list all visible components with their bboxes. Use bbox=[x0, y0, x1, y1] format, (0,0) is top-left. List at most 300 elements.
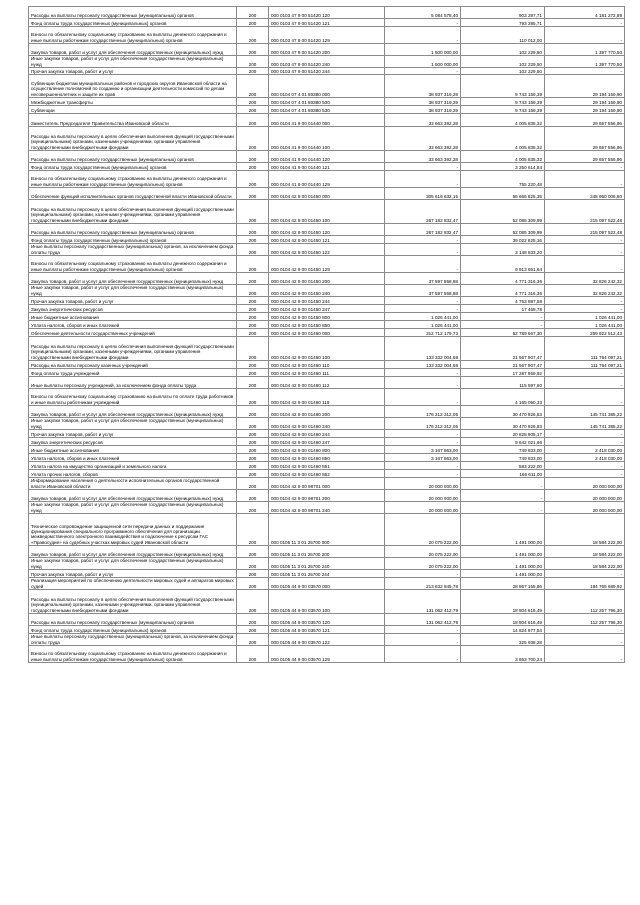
row-unexecuted-cell: 1 397 770,50 bbox=[545, 56, 625, 68]
table-row bbox=[29, 106, 625, 114]
table-row bbox=[29, 321, 625, 329]
row-name-cell: Закупка товаров, работ и услуг для обеспечения государственных (муниципальных) нужд bbox=[29, 406, 237, 418]
row-approved-cell: 38 937 319,29 bbox=[385, 98, 461, 106]
row-classification-cell: 000 0104 42 9 00 01460 110 bbox=[269, 361, 385, 369]
row-approved-cell: 20 000 000,00 bbox=[385, 478, 461, 490]
table-row bbox=[29, 389, 625, 406]
row-unexecuted-cell: - bbox=[545, 646, 625, 663]
row-unexecuted-cell: 111 764 097,21 bbox=[545, 361, 625, 369]
row-unexecuted-cell: - bbox=[545, 244, 625, 256]
row-executed-cell: 30 470 926,83 bbox=[461, 418, 545, 430]
row-unexecuted-cell: 29 657 556,96 bbox=[545, 114, 625, 127]
table-row bbox=[29, 313, 625, 321]
row-code-cell: 200 bbox=[237, 329, 269, 337]
row-executed-cell: 115 597,60 bbox=[461, 377, 545, 389]
row-name-cell: Фонд оплаты труда государственных (муниципальных) органов bbox=[29, 19, 237, 27]
row-code-cell: 200 bbox=[237, 590, 269, 614]
row-approved-cell: - bbox=[385, 171, 461, 188]
row-unexecuted-cell: - bbox=[545, 462, 625, 470]
row-approved-cell: 176 212 312,05 bbox=[385, 418, 461, 430]
row-executed-cell: 28 867 155,86 bbox=[461, 578, 545, 590]
row-classification-cell: 000 0104 07 4 01 80380 530 bbox=[269, 106, 385, 114]
row-executed-cell: 110 012,00 bbox=[461, 27, 545, 44]
row-executed-cell: - bbox=[461, 502, 545, 514]
row-unexecuted-cell: - bbox=[545, 305, 625, 313]
row-name-cell: Прочая закупка товаров, работ и услуг bbox=[29, 570, 237, 578]
table-row bbox=[29, 44, 625, 56]
row-unexecuted-cell: 145 741 385,22 bbox=[545, 406, 625, 418]
row-approved-cell: 20 000 000,00 bbox=[385, 490, 461, 502]
row-approved-cell: 131 062 412,79 bbox=[385, 614, 461, 626]
row-approved-cell: 38 937 319,29 bbox=[385, 106, 461, 114]
row-classification-cell: 000 0104 41 9 00 01440 000 bbox=[269, 114, 385, 127]
row-executed-cell: 755 220,48 bbox=[461, 171, 545, 188]
row-approved-cell: - bbox=[385, 377, 461, 389]
row-name-cell: Субвенции бюджетам муниципальных районов и городских округов Ивановской области на осуществление полномочий по созданию и организации деятельности комиссий по делам несовершеннолетних и защите их прав bbox=[29, 75, 237, 98]
row-executed-cell: 4 005 835,32 bbox=[461, 151, 545, 163]
row-code-cell: 200 bbox=[237, 256, 269, 273]
row-approved-cell: 267 182 832,47 bbox=[385, 200, 461, 224]
row-classification-cell: 000 0103 47 9 00 51420 244 bbox=[269, 68, 385, 75]
row-classification-cell: 000 0105 11 3 01 25700 244 bbox=[269, 570, 385, 578]
row-code-cell: 200 bbox=[237, 224, 269, 236]
table-row bbox=[29, 646, 625, 663]
row-executed-cell: 3 148 833,20 bbox=[461, 244, 545, 256]
table-row bbox=[29, 462, 625, 470]
row-code-cell: 200 bbox=[237, 244, 269, 256]
row-unexecuted-cell: 29 194 159,90 bbox=[545, 106, 625, 114]
row-code-cell: 200 bbox=[237, 406, 269, 418]
row-approved-cell: 305 616 632,15 bbox=[385, 188, 461, 200]
table-row bbox=[29, 285, 625, 297]
row-unexecuted-cell: 20 000 000,00 bbox=[545, 478, 625, 490]
row-unexecuted-cell: - bbox=[545, 626, 625, 634]
row-approved-cell: - bbox=[385, 389, 461, 406]
table-row bbox=[29, 369, 625, 377]
row-executed-cell: 17 287 959,92 bbox=[461, 369, 545, 377]
row-code-cell: 200 bbox=[237, 546, 269, 558]
row-executed-cell: 1 491 000,00 bbox=[461, 546, 545, 558]
row-name-cell: Иные бюджетные ассигнования bbox=[29, 313, 237, 321]
row-unexecuted-cell: - bbox=[545, 68, 625, 75]
row-name-cell: Закупка товаров, работ и услуг для обеспечения государственных (муниципальных) нужд bbox=[29, 273, 237, 285]
row-executed-cell: 52 085 309,99 bbox=[461, 200, 545, 224]
row-approved-cell: 33 663 392,28 bbox=[385, 114, 461, 127]
row-name-cell: Уплата прочих налогов, сборов bbox=[29, 470, 237, 478]
row-classification-cell: 000 0104 41 9 00 01440 129 bbox=[269, 171, 385, 188]
row-executed-cell: 3 250 614,84 bbox=[461, 163, 545, 171]
row-executed-cell: 325 938,28 bbox=[461, 634, 545, 646]
row-classification-cell: 000 0104 42 9 00 01450 247 bbox=[269, 305, 385, 313]
row-approved-cell: 131 062 412,79 bbox=[385, 590, 461, 614]
row-executed-cell: 18 804 616,49 bbox=[461, 590, 545, 614]
row-name-cell: Расходы на выплаты персоналу в целях обеспечения выполнения функций государственными (муниципальными) органами, казенными учреждениями, органами управления государственными внебюджетными фондами bbox=[29, 200, 237, 224]
row-name-cell: Иные выплаты персоналу государственных (муниципальных) органов, за исключением фонда оплаты труда bbox=[29, 244, 237, 256]
row-classification-cell: 000 0104 42 9 00 01450 129 bbox=[269, 256, 385, 273]
row-name-cell: Техническое сопровождение защищенной сети передачи данных и поддержание функционирования специального программного обеспечения для организации межведомственного электронного взаимодействия и подключение к ресурсам ГАС «Правосудие» на судебных участках мировых судей Ивановской области bbox=[29, 514, 237, 546]
row-classification-cell: 000 0104 42 9 00 01460 800 bbox=[269, 446, 385, 454]
row-classification-cell: 000 0104 41 9 00 01440 100 bbox=[269, 127, 385, 151]
table-row bbox=[29, 578, 625, 590]
row-unexecuted-cell: 111 764 097,21 bbox=[545, 337, 625, 361]
row-unexecuted-cell: 259 922 512,43 bbox=[545, 329, 625, 337]
table-row bbox=[29, 56, 625, 68]
row-classification-cell: 000 0104 42 9 00 01450 244 bbox=[269, 297, 385, 305]
row-code-cell: 200 bbox=[237, 305, 269, 313]
row-approved-cell: - bbox=[385, 462, 461, 470]
row-name-cell: Фонд оплаты труда государственных (муниципальных) органов bbox=[29, 163, 237, 171]
row-code-cell: 200 bbox=[237, 44, 269, 56]
table-row bbox=[29, 514, 625, 546]
table-row bbox=[29, 171, 625, 188]
row-code-cell: 200 bbox=[237, 578, 269, 590]
row-executed-cell: 749 833,00 bbox=[461, 446, 545, 454]
row-unexecuted-cell: 32 826 242,32 bbox=[545, 273, 625, 285]
table-row bbox=[29, 329, 625, 337]
row-executed-cell: 9 913 651,64 bbox=[461, 256, 545, 273]
row-unexecuted-cell: - bbox=[545, 470, 625, 478]
row-name-cell: Иные закупки товаров, работ и услуг для обеспечения государственных (муниципальных) нужд bbox=[29, 285, 237, 297]
row-code-cell: 200 bbox=[237, 570, 269, 578]
row-classification-cell: 000 0104 42 9 00 01450 122 bbox=[269, 244, 385, 256]
row-classification-cell: 000 0104 42 9 00 01460 112 bbox=[269, 377, 385, 389]
row-classification-cell: 000 0104 42 9 00 01460 850 bbox=[269, 454, 385, 462]
table-row bbox=[29, 377, 625, 389]
row-code-cell: 200 bbox=[237, 389, 269, 406]
row-name-cell: Информирование населения о деятельности исполнительных органов государственной власти Ивановской области bbox=[29, 478, 237, 490]
row-approved-cell: - bbox=[385, 470, 461, 478]
row-classification-cell: 000 0104 42 9 00 01460 119 bbox=[269, 389, 385, 406]
table-row bbox=[29, 570, 625, 578]
row-name-cell: Межбюджетные трансферты bbox=[29, 98, 237, 106]
row-code-cell: 200 bbox=[237, 430, 269, 438]
row-code-cell: 200 bbox=[237, 163, 269, 171]
row-executed-cell: 9 743 159,39 bbox=[461, 98, 545, 106]
table-row bbox=[29, 478, 625, 490]
row-name-cell: Взносы по обязательному социальному страхованию на выплаты денежного содержания и иные выплаты работникам государственных (муниципальных) органов bbox=[29, 646, 237, 663]
row-name-cell: Взносы по обязательному социальному страхованию на выплаты денежного содержания и иные выплаты работникам государственных (муниципальных) органов bbox=[29, 256, 237, 273]
table-row bbox=[29, 200, 625, 224]
row-code-cell: 200 bbox=[237, 418, 269, 430]
row-name-cell: Взносы по обязательному социальному страхованию на выплаты денежного содержания и иные выплаты работникам государственных (муниципальных) органов bbox=[29, 171, 237, 188]
row-approved-cell: - bbox=[385, 68, 461, 75]
row-approved-cell: 176 212 312,05 bbox=[385, 406, 461, 418]
row-classification-cell: 000 0104 42 9 00 01450 800 bbox=[269, 313, 385, 321]
row-name-cell: Иные закупки товаров, работ и услуг для обеспечения государственных (муниципальных) нужд bbox=[29, 502, 237, 514]
row-classification-cell: 000 0104 42 9 00 01460 240 bbox=[269, 418, 385, 430]
row-approved-cell: 1 026 441,00 bbox=[385, 321, 461, 329]
row-executed-cell: 21 567 907,47 bbox=[461, 337, 545, 361]
row-code-cell: 200 bbox=[237, 200, 269, 224]
table-row bbox=[29, 68, 625, 75]
row-approved-cell: 5 084 578,40 bbox=[385, 7, 461, 19]
row-unexecuted-cell: - bbox=[545, 430, 625, 438]
row-unexecuted-cell: 248 950 006,80 bbox=[545, 188, 625, 200]
row-classification-cell: 000 0104 42 9 00 01460 111 bbox=[269, 369, 385, 377]
row-classification-cell: 000 0103 47 9 00 51420 200 bbox=[269, 44, 385, 56]
row-code-cell: 200 bbox=[237, 626, 269, 634]
row-approved-cell: - bbox=[385, 19, 461, 27]
table-row bbox=[29, 558, 625, 570]
table-row bbox=[29, 446, 625, 454]
row-executed-cell: 102 229,50 bbox=[461, 68, 545, 75]
table-row bbox=[29, 7, 625, 19]
row-unexecuted-cell: 29 194 159,90 bbox=[545, 75, 625, 98]
row-name-cell: Реализация мероприятий по обеспечению деятельности мировых судей и аппаратов мировых судей bbox=[29, 578, 237, 590]
row-approved-cell: 3 167 863,00 bbox=[385, 446, 461, 454]
row-name-cell: Расходы на выплаты персоналу казенных учреждений bbox=[29, 361, 237, 369]
table-body bbox=[29, 7, 625, 663]
row-executed-cell: 18 804 616,49 bbox=[461, 614, 545, 626]
row-code-cell: 200 bbox=[237, 188, 269, 200]
row-classification-cell: 000 0105 44 9 00 03570 129 bbox=[269, 646, 385, 663]
row-executed-cell: 52 789 667,30 bbox=[461, 329, 545, 337]
row-executed-cell: 30 470 926,83 bbox=[461, 406, 545, 418]
row-classification-cell: 000 0104 42 9 00 01460 852 bbox=[269, 470, 385, 478]
table-row bbox=[29, 305, 625, 313]
row-unexecuted-cell: 2 418 030,00 bbox=[545, 454, 625, 462]
row-executed-cell: 1 491 000,00 bbox=[461, 514, 545, 546]
row-code-cell: 200 bbox=[237, 236, 269, 244]
row-executed-cell: 9 743 159,39 bbox=[461, 75, 545, 98]
row-approved-cell: - bbox=[385, 646, 461, 663]
row-code-cell: 200 bbox=[237, 490, 269, 502]
table-row bbox=[29, 634, 625, 646]
row-executed-cell: 793 285,71 bbox=[461, 19, 545, 27]
table-row bbox=[29, 438, 625, 446]
table-row bbox=[29, 127, 625, 151]
row-code-cell: 200 bbox=[237, 297, 269, 305]
row-code-cell: 200 bbox=[237, 438, 269, 446]
row-classification-cell: 000 0104 42 9 00 01460 851 bbox=[269, 462, 385, 470]
row-executed-cell: - bbox=[461, 478, 545, 490]
row-approved-cell: 20 075 222,00 bbox=[385, 558, 461, 570]
table-row bbox=[29, 337, 625, 361]
row-code-cell: 200 bbox=[237, 68, 269, 75]
row-name-cell: Обеспечение функций исполнительных органов государственной власти Ивановской области bbox=[29, 188, 237, 200]
row-executed-cell: 20 828 905,17 bbox=[461, 430, 545, 438]
row-approved-cell: 133 332 004,68 bbox=[385, 337, 461, 361]
row-code-cell: 200 bbox=[237, 285, 269, 297]
row-unexecuted-cell: 145 741 385,22 bbox=[545, 418, 625, 430]
row-code-cell: 200 bbox=[237, 98, 269, 106]
table-row bbox=[29, 151, 625, 163]
row-code-cell: 200 bbox=[237, 7, 269, 19]
row-unexecuted-cell: - bbox=[545, 389, 625, 406]
row-approved-cell: 37 597 558,68 bbox=[385, 285, 461, 297]
row-name-cell: Уплата налогов, сборов и иных платежей bbox=[29, 454, 237, 462]
row-unexecuted-cell: 2 418 030,00 bbox=[545, 446, 625, 454]
row-unexecuted-cell: 18 584 222,00 bbox=[545, 546, 625, 558]
row-classification-cell: 000 0104 42 9 00 01450 120 bbox=[269, 224, 385, 236]
row-name-cell: Закупка товаров, работ и услуг для обеспечения государственных (муниципальных) нужд bbox=[29, 44, 237, 56]
row-approved-cell: 267 182 832,47 bbox=[385, 224, 461, 236]
row-approved-cell: 1 500 000,00 bbox=[385, 56, 461, 68]
row-code-cell: 200 bbox=[237, 369, 269, 377]
row-unexecuted-cell: - bbox=[545, 27, 625, 44]
row-classification-cell: 000 0104 42 9 00 98701 200 bbox=[269, 490, 385, 502]
row-unexecuted-cell: 20 000 000,00 bbox=[545, 502, 625, 514]
row-executed-cell: 39 022 825,16 bbox=[461, 236, 545, 244]
row-unexecuted-cell: 20 000 000,00 bbox=[545, 490, 625, 502]
row-code-cell: 200 bbox=[237, 114, 269, 127]
row-executed-cell: - bbox=[461, 313, 545, 321]
row-code-cell: 200 bbox=[237, 454, 269, 462]
row-name-cell: Прочая закупка товаров, работ и услуг bbox=[29, 68, 237, 75]
row-approved-cell: 38 937 319,29 bbox=[385, 75, 461, 98]
row-name-cell: Прочая закупка товаров, работ и услуг bbox=[29, 297, 237, 305]
row-name-cell: Иные закупки товаров, работ и услуг для обеспечения государственных (муниципальных) нужд bbox=[29, 558, 237, 570]
row-unexecuted-cell: - bbox=[545, 171, 625, 188]
row-code-cell: 200 bbox=[237, 313, 269, 321]
row-name-cell: Обеспечение деятельности государственных учреждений bbox=[29, 329, 237, 337]
row-name-cell: Расходы на выплаты персоналу государственных (муниципальных) органов bbox=[29, 614, 237, 626]
row-code-cell: 200 bbox=[237, 502, 269, 514]
row-executed-cell: 52 085 309,99 bbox=[461, 224, 545, 236]
table-row bbox=[29, 361, 625, 369]
row-name-cell: Фонд оплаты труда государственных (муниципальных) органов bbox=[29, 236, 237, 244]
row-classification-cell: 000 0105 44 9 00 03570 121 bbox=[269, 626, 385, 634]
row-unexecuted-cell: 29 194 159,90 bbox=[545, 98, 625, 106]
table-row bbox=[29, 19, 625, 27]
row-executed-cell: 4 753 887,58 bbox=[461, 297, 545, 305]
row-classification-cell: 000 0104 42 9 00 01450 200 bbox=[269, 273, 385, 285]
row-classification-cell: 000 0105 11 3 01 25700 240 bbox=[269, 558, 385, 570]
row-classification-cell: 000 0105 44 9 00 03570 120 bbox=[269, 614, 385, 626]
row-name-cell: Прочая закупка товаров, работ и услуг bbox=[29, 430, 237, 438]
row-code-cell: 200 bbox=[237, 75, 269, 98]
row-classification-cell: 000 0104 41 9 00 01440 120 bbox=[269, 151, 385, 163]
row-classification-cell: 000 0105 44 9 00 03570 000 bbox=[269, 578, 385, 590]
row-classification-cell: 000 0104 42 9 00 01460 200 bbox=[269, 406, 385, 418]
row-classification-cell: 000 0104 42 9 00 01460 244 bbox=[269, 430, 385, 438]
row-approved-cell: 1 500 000,00 bbox=[385, 44, 461, 56]
row-name-cell: Расходы на выплаты персоналу государственных (муниципальных) органов bbox=[29, 151, 237, 163]
row-executed-cell: 4 005 835,32 bbox=[461, 114, 545, 127]
table-row bbox=[29, 224, 625, 236]
row-executed-cell: 749 833,00 bbox=[461, 454, 545, 462]
row-code-cell: 200 bbox=[237, 514, 269, 546]
row-name-cell: Закупка товаров, работ и услуг для обеспечения государственных (муниципальных) нужд bbox=[29, 490, 237, 502]
row-classification-cell: 000 0104 42 9 00 01450 850 bbox=[269, 321, 385, 329]
row-unexecuted-cell: 1 026 441,00 bbox=[545, 321, 625, 329]
row-code-cell: 200 bbox=[237, 478, 269, 490]
row-executed-cell: 4 005 835,32 bbox=[461, 127, 545, 151]
row-code-cell: 200 bbox=[237, 106, 269, 114]
row-executed-cell: 4 165 050,33 bbox=[461, 389, 545, 406]
row-name-cell: Иные закупки товаров, работ и услуг для обеспечения государственных (муниципальных) нужд bbox=[29, 56, 237, 68]
row-code-cell: 200 bbox=[237, 470, 269, 478]
row-unexecuted-cell: 1 026 441,00 bbox=[545, 313, 625, 321]
row-classification-cell: 000 0103 47 9 00 51420 240 bbox=[269, 56, 385, 68]
row-approved-cell: - bbox=[385, 256, 461, 273]
row-unexecuted-cell: 112 257 796,30 bbox=[545, 614, 625, 626]
row-unexecuted-cell: - bbox=[545, 163, 625, 171]
row-name-cell: Уплата налога на имущество организаций и земельного налога bbox=[29, 462, 237, 470]
row-approved-cell: 3 167 863,00 bbox=[385, 454, 461, 462]
row-code-cell: 200 bbox=[237, 56, 269, 68]
row-executed-cell: 166 611,00 bbox=[461, 470, 545, 478]
row-approved-cell: 33 663 392,28 bbox=[385, 127, 461, 151]
row-code-cell: 200 bbox=[237, 446, 269, 454]
table-row bbox=[29, 470, 625, 478]
row-unexecuted-cell: 32 826 242,32 bbox=[545, 285, 625, 297]
row-executed-cell: 9 642 021,66 bbox=[461, 438, 545, 446]
row-unexecuted-cell: - bbox=[545, 19, 625, 27]
table-row bbox=[29, 188, 625, 200]
row-classification-cell: 000 0104 42 9 00 01460 100 bbox=[269, 337, 385, 361]
row-classification-cell: 000 0105 44 9 00 03570 100 bbox=[269, 590, 385, 614]
row-classification-cell: 000 0104 41 9 00 01440 121 bbox=[269, 163, 385, 171]
row-classification-cell: 000 0104 42 9 00 01460 000 bbox=[269, 329, 385, 337]
row-code-cell: 200 bbox=[237, 646, 269, 663]
row-code-cell: 200 bbox=[237, 377, 269, 389]
row-approved-cell: 213 632 845,78 bbox=[385, 578, 461, 590]
row-executed-cell: 4 771 316,36 bbox=[461, 273, 545, 285]
row-code-cell: 200 bbox=[237, 337, 269, 361]
table-row bbox=[29, 163, 625, 171]
table-row bbox=[29, 614, 625, 626]
row-executed-cell: - bbox=[461, 321, 545, 329]
row-executed-cell: 21 567 907,47 bbox=[461, 361, 545, 369]
table-row bbox=[29, 490, 625, 502]
row-executed-cell: 14 824 977,54 bbox=[461, 626, 545, 634]
row-name-cell: Закупка товаров, работ и услуг для обеспечения государственных (муниципальных) нужд bbox=[29, 546, 237, 558]
table-row bbox=[29, 236, 625, 244]
row-executed-cell: 9 743 159,39 bbox=[461, 106, 545, 114]
row-approved-cell: - bbox=[385, 634, 461, 646]
row-name-cell: Иные закупки товаров, работ и услуг для обеспечения государственных (муниципальных) нужд bbox=[29, 418, 237, 430]
row-code-cell: 200 bbox=[237, 27, 269, 44]
row-name-cell: Фонд оплаты труда учреждений bbox=[29, 369, 237, 377]
row-unexecuted-cell: 18 584 222,00 bbox=[545, 558, 625, 570]
row-name-cell: Закупка энергетических ресурсов bbox=[29, 438, 237, 446]
row-approved-cell: 1 026 441,00 bbox=[385, 313, 461, 321]
row-unexecuted-cell: 184 765 689,92 bbox=[545, 578, 625, 590]
table-row bbox=[29, 406, 625, 418]
row-classification-cell: 000 0104 42 9 00 01460 247 bbox=[269, 438, 385, 446]
budget-execution-table bbox=[28, 6, 625, 663]
row-name-cell: Расходы на выплаты персоналу в целях обеспечения выполнения функций государственными (муниципальными) органами, казенными учреждениями, органами управления государственными внебюджетными фондами bbox=[29, 127, 237, 151]
table-row bbox=[29, 430, 625, 438]
row-unexecuted-cell: - bbox=[545, 369, 625, 377]
row-classification-cell: 000 0104 42 9 00 98701 000 bbox=[269, 478, 385, 490]
row-classification-cell: 000 0104 42 9 00 01450 121 bbox=[269, 236, 385, 244]
row-executed-cell: 3 653 700,24 bbox=[461, 646, 545, 663]
row-unexecuted-cell: 215 097 522,48 bbox=[545, 224, 625, 236]
row-classification-cell: 000 0104 42 9 00 01450 240 bbox=[269, 285, 385, 297]
row-name-cell: Иные бюджетные ассигнования bbox=[29, 446, 237, 454]
table-row bbox=[29, 256, 625, 273]
table-row bbox=[29, 273, 625, 285]
row-executed-cell: 1 491 000,00 bbox=[461, 558, 545, 570]
row-unexecuted-cell: - bbox=[545, 634, 625, 646]
row-approved-cell: - bbox=[385, 163, 461, 171]
row-classification-cell: 000 0104 07 4 01 80380 000 bbox=[269, 75, 385, 98]
row-unexecuted-cell: - bbox=[545, 570, 625, 578]
row-classification-cell: 000 0104 42 9 00 98701 240 bbox=[269, 502, 385, 514]
row-name-cell: Расходы на выплаты персоналу государственных (муниципальных) органов bbox=[29, 7, 237, 19]
table-row bbox=[29, 297, 625, 305]
row-name-cell: Расходы на выплаты персоналу в целях обеспечения выполнения функций государственными (муниципальными) органами, казенными учреждениями, органами управления государственными внебюджетными фондами bbox=[29, 337, 237, 361]
row-code-cell: 200 bbox=[237, 171, 269, 188]
row-approved-cell: - bbox=[385, 236, 461, 244]
row-executed-cell: 17 468,78 bbox=[461, 305, 545, 313]
row-unexecuted-cell: 112 257 796,30 bbox=[545, 590, 625, 614]
row-approved-cell: 20 075 222,00 bbox=[385, 514, 461, 546]
row-approved-cell: - bbox=[385, 430, 461, 438]
row-approved-cell: - bbox=[385, 27, 461, 44]
